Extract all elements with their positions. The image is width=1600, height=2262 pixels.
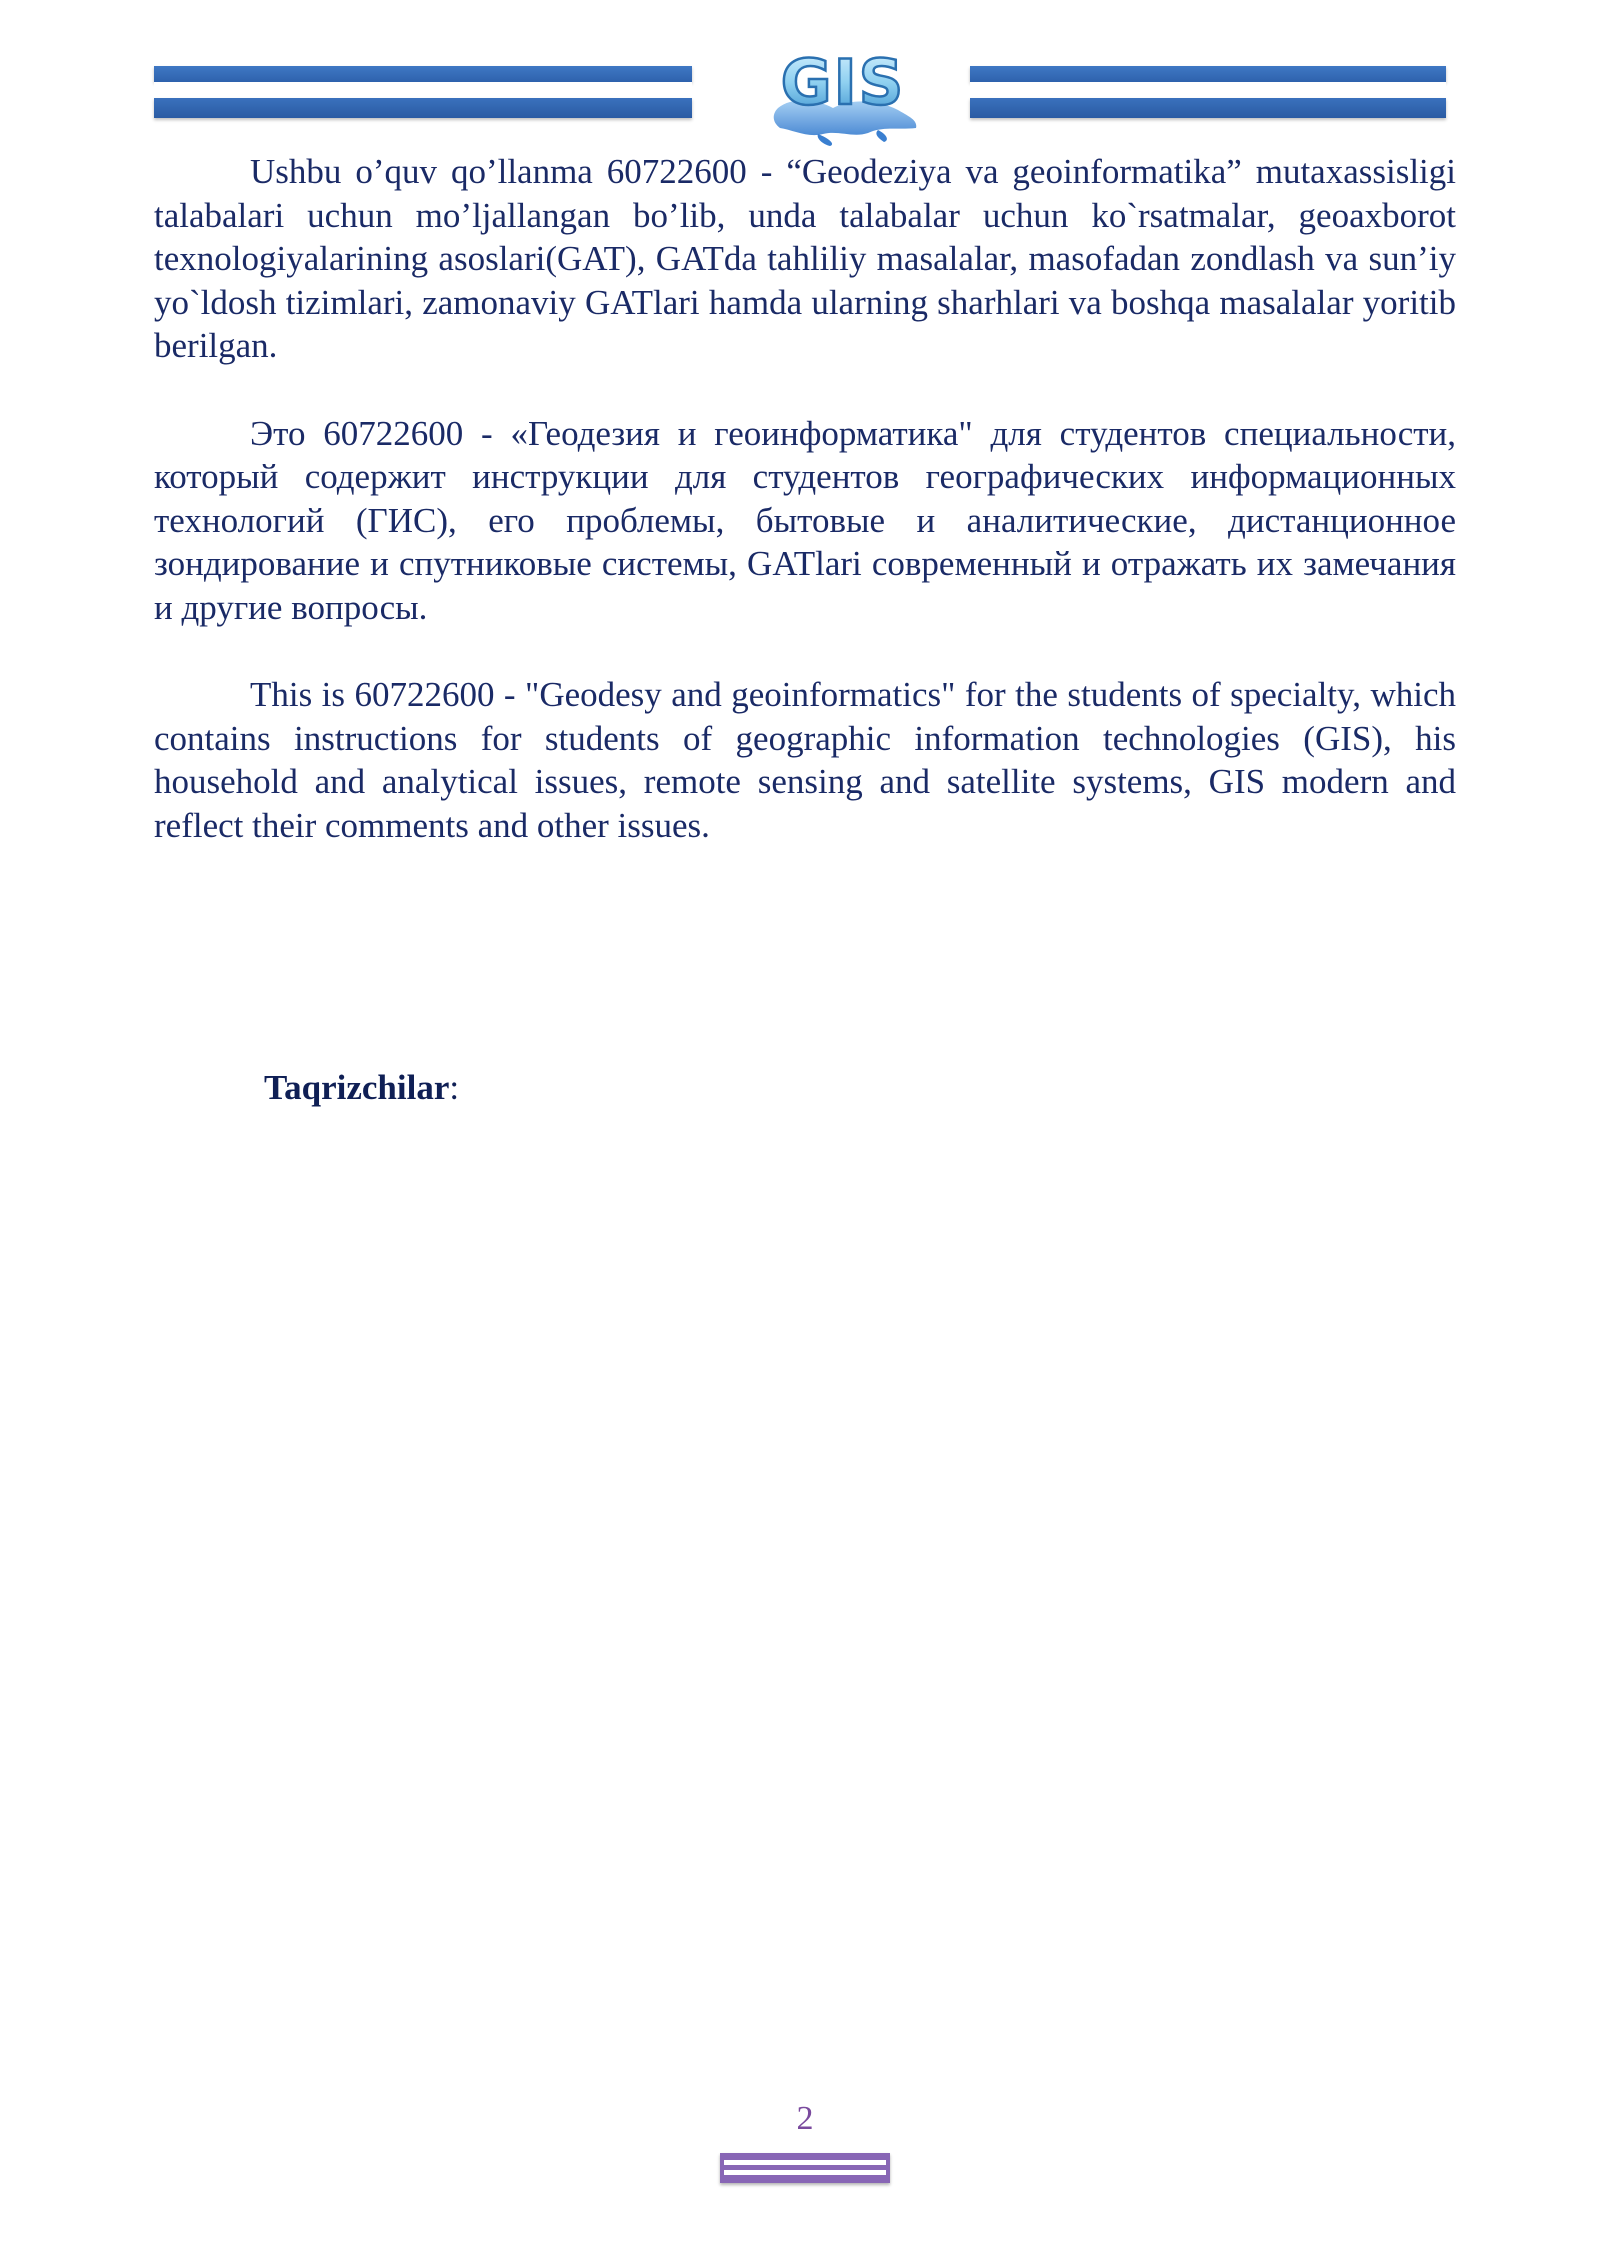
header-bar-right-bottom-band xyxy=(970,98,1446,118)
page-number: 2 xyxy=(796,2100,814,2137)
header-bar-left-white-band xyxy=(154,82,692,98)
annotation-english: This is 60722600 - "Geodesy and geoinformatics" for the students of specialty, which contains instructions for students of geographic information technologies (GIS), his household and analytical issues, remote sensing and satellite systems, GIS modern and reflect their comments and other issues. xyxy=(154,675,1456,845)
footer-bar xyxy=(720,2153,890,2183)
header-bar-right-white-band xyxy=(970,82,1446,98)
annotation-russian: Это 60722600 - «Геодезия и геоинформатика" для студентов специальности, который содержит инструкции для студентов географических информационных технологий (ГИС), его проблемы, бытовые и аналитические, дистанционное зондирование и спутниковые системы, GATlari современный и отражать их замечания и другие вопросы. xyxy=(154,413,1456,627)
gis-logo-graphic xyxy=(758,38,928,148)
annotation-uzbek: Ushbu o’quv qo’llanma 60722600 - “Geodeziya va geoinformatika” mutaxassisligi talabalari uchun mo’ljallangan bo’lib, unda talabalar uchun ko`rsatmalar, geoaxborot texnologiyalarining asoslari(GAT), GATda tahliliy masalalar, masofadan zondlash va sun’iy yo`ldosh tizimlari, zamonaviy GATlari hamda ularning sharhlari va boshqa masalalar yoritib berilgan. xyxy=(154,152,1456,365)
gis-logo-icon xyxy=(758,38,928,148)
document-body xyxy=(154,150,1456,891)
header-bar-left-top-band xyxy=(154,66,692,82)
header-bar-right-top-band xyxy=(970,66,1446,82)
reviewers-label: Taqrizchilar xyxy=(264,1068,450,1107)
header-bar-left-bottom-band xyxy=(154,98,692,118)
header-bar-right xyxy=(970,66,1446,126)
reviewers-heading xyxy=(264,1068,459,1108)
gis-logo-text: GIS xyxy=(780,46,906,119)
reviewers-colon: : xyxy=(449,1068,460,1107)
header-bar-left xyxy=(154,66,692,126)
